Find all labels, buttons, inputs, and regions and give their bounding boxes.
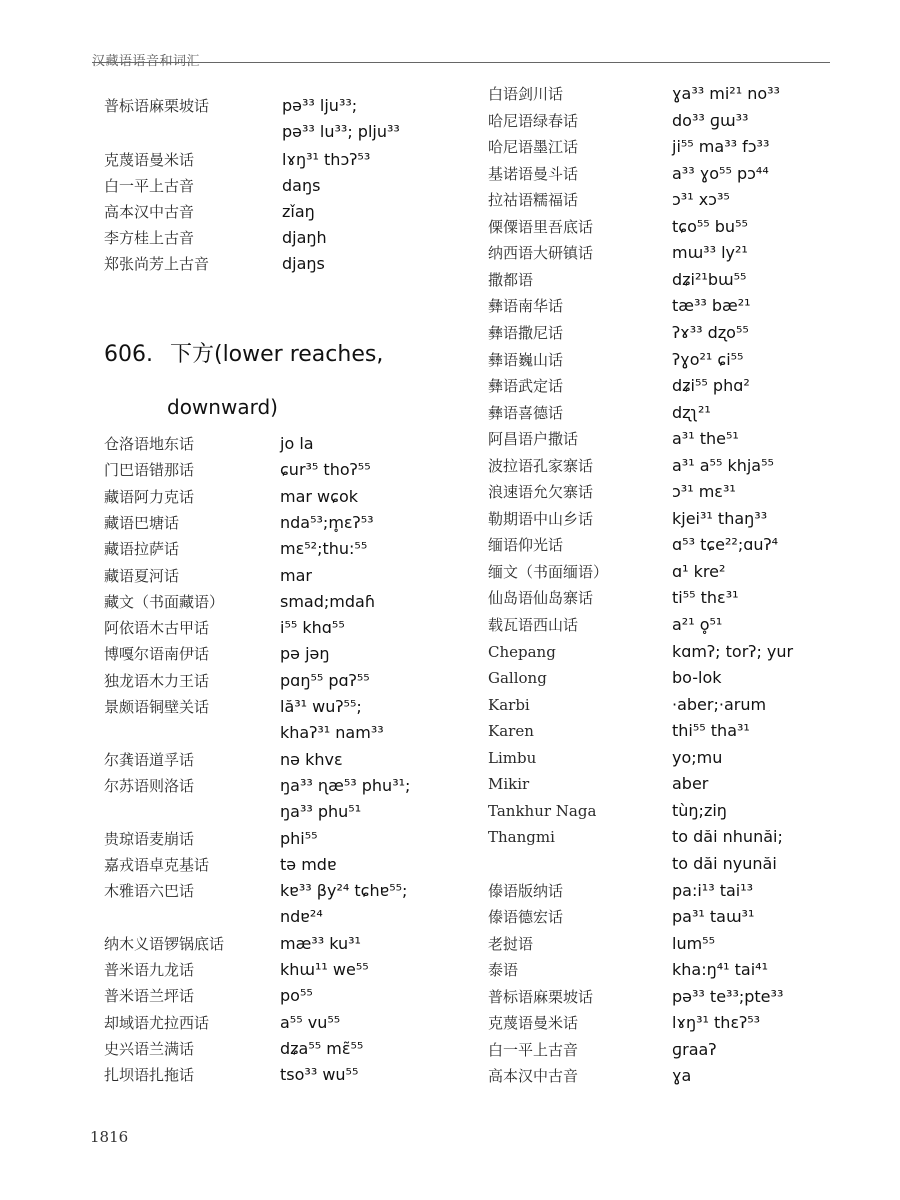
entry-form: a²¹ o̥⁵¹ <box>672 615 723 634</box>
entry-language: 克蔑语曼米话 <box>488 1014 579 1032</box>
entry-language: 景颇语铜壁关话 <box>104 698 210 716</box>
entry-language: 缅语仰光话 <box>488 536 564 554</box>
entry-form: ɣa <box>672 1066 692 1085</box>
entry-form: i⁵⁵ khɑ⁵⁵ <box>280 618 345 637</box>
section-title-line1 <box>104 340 383 370</box>
entry-form: dʑi²¹bɯ⁵⁵ <box>672 270 747 289</box>
entry-language: 白一平上古音 <box>488 1041 579 1059</box>
entry-language: 克蔑语曼米话 <box>104 151 195 169</box>
running-header: 汉藏语语音和词汇 <box>92 54 201 69</box>
entry-language: 扎坝语扎拖话 <box>104 1066 195 1084</box>
entry-form: pə jəŋ <box>280 644 330 663</box>
entry-language: 彝语武定话 <box>488 377 564 395</box>
entry-form: pə³³ lju³³; <box>282 96 358 115</box>
entry-form: a³¹ a⁵⁵ khja⁵⁵ <box>672 456 774 475</box>
entry-language: Tankhur Naga <box>488 802 597 820</box>
entry-form: tæ³³ bæ²¹ <box>672 296 751 315</box>
entry-form: zǐaŋ <box>282 202 315 221</box>
entry-form: mɯ³³ ly²¹ <box>672 243 748 262</box>
entry-language: 纳西语大研镇话 <box>488 244 594 262</box>
entry-language: 普米语兰坪话 <box>104 987 195 1005</box>
entry-language: 白一平上古音 <box>104 177 195 195</box>
entry-language: 李方桂上古音 <box>104 229 195 247</box>
entry-form: lă³¹ wuʔ⁵⁵; <box>280 697 362 716</box>
page-number: 1816 <box>90 1128 129 1146</box>
entry-language: 藏语拉萨话 <box>104 540 180 558</box>
entry-form: lɤŋ³¹ thɔʔ⁵³ <box>282 150 371 169</box>
entry-language: 贵琼语麦崩话 <box>104 830 195 848</box>
entry-language: 阿昌语户撒话 <box>488 430 579 448</box>
entry-language: 彝语巍山话 <box>488 351 564 369</box>
entry-language: 高本汉中古音 <box>104 203 195 221</box>
entry-form: kɐ³³ βy²⁴ tɕhɐ⁵⁵; <box>280 881 408 900</box>
entry-form: dʑa⁵⁵ mɛ̃⁵⁵ <box>280 1039 364 1058</box>
entry-language: 纳木义语锣锅底话 <box>104 935 225 953</box>
entry-language: 普标语麻栗坡话 <box>104 97 210 115</box>
entry-form: ɕur³⁵ thoʔ⁵⁵ <box>280 460 371 479</box>
entry-language: 撒都语 <box>488 271 534 289</box>
entry-form: ɔ³¹ xɔ³⁵ <box>672 190 730 209</box>
entry-language: 白语剑川话 <box>488 85 564 103</box>
entry-form: mɛ⁵²;thu:⁵⁵ <box>280 539 368 558</box>
entry-form: a³³ ɣo⁵⁵ pɔ⁴⁴ <box>672 164 769 183</box>
entry-language: 彝语撒尼话 <box>488 324 564 342</box>
entry-language: 木雅语六巴话 <box>104 882 195 900</box>
entry-language: Chepang <box>488 643 556 661</box>
entry-language: Thangmi <box>488 828 555 846</box>
entry-form: pɑŋ⁵⁵ pɑʔ⁵⁵ <box>280 671 370 690</box>
entry-language: 傣语德宏话 <box>488 908 564 926</box>
entry-form: smad;mdaɦ <box>280 592 375 611</box>
entry-form: lum⁵⁵ <box>672 934 715 953</box>
entry-language: 仓洛语地东话 <box>104 435 195 453</box>
entry-language: 哈尼语绿春话 <box>488 112 579 130</box>
entry-form: ɑ⁵³ tɕe²²;ɑuʔ⁴ <box>672 535 779 554</box>
entry-form: to dăi nhunăi; <box>672 827 783 846</box>
entry-language: 门巴语错那话 <box>104 461 195 479</box>
entry-language: 普标语麻栗坡话 <box>488 988 594 1006</box>
entry-language: 高本汉中古音 <box>488 1067 579 1085</box>
entry-form: pə³³ lu³³; plju³³ <box>282 122 400 141</box>
entry-form: mar wɕok <box>280 487 358 506</box>
entry-language: 独龙语木力王话 <box>104 672 210 690</box>
entry-form: jo la <box>280 434 314 453</box>
entry-form: thi⁵⁵ tha³¹ <box>672 721 750 740</box>
entry-form: pa:i¹³ tai¹³ <box>672 881 754 900</box>
entry-form: dʐʅ²¹ <box>672 403 711 422</box>
entry-language: 仙岛语仙岛寨话 <box>488 589 594 607</box>
entry-form: tɕo⁵⁵ bu⁵⁵ <box>672 217 748 236</box>
entry-form: ʔɤ³³ dʐo⁵⁵ <box>672 323 749 342</box>
entry-form: to dăi nyunăi <box>672 854 777 873</box>
section-title-line2: downward) <box>167 395 278 419</box>
entry-language: 泰语 <box>488 961 519 979</box>
entry-form: pa³¹ taɯ³¹ <box>672 907 755 926</box>
entry-language: Gallong <box>488 669 547 687</box>
entry-form: lɤŋ³¹ thɛʔ⁵³ <box>672 1013 761 1032</box>
entry-form: a⁵⁵ vu⁵⁵ <box>280 1013 341 1032</box>
section-number: 606. <box>104 342 153 367</box>
entry-language: 老挝语 <box>488 935 534 953</box>
entry-language: 基诺语曼斗话 <box>488 165 579 183</box>
entry-form: po⁵⁵ <box>280 986 313 1005</box>
entry-language: 藏文（书面藏语） <box>104 593 225 611</box>
entry-language: 载瓦语西山话 <box>488 616 579 634</box>
entry-form: yo;mu <box>672 748 723 767</box>
entry-form: khaʔ³¹ nam³³ <box>280 723 384 742</box>
entry-form: kɑmʔ; torʔ; yur <box>672 642 794 661</box>
entry-form: ɑ¹ kre² <box>672 562 726 581</box>
entry-language: 嘉戎语卓克基话 <box>104 856 210 874</box>
entry-form: dʑi⁵⁵ phɑ² <box>672 376 750 395</box>
entry-language: 尔龚语道孚话 <box>104 751 195 769</box>
entry-language: 却域语尤拉西话 <box>104 1014 210 1032</box>
entry-language: 博嘎尔语南伊话 <box>104 645 210 663</box>
entry-form: ɔ³¹ mɛ³¹ <box>672 482 736 501</box>
entry-form: do³³ ɡɯ³³ <box>672 111 749 130</box>
entry-language: 波拉语孔家寨话 <box>488 457 594 475</box>
entry-form: ʔɣo²¹ ɕi⁵⁵ <box>672 350 744 369</box>
entry-form: mæ³³ ku³¹ <box>280 934 361 953</box>
entry-language: 傈僳语里吾底话 <box>488 218 594 236</box>
entry-language: 勒期语中山乡话 <box>488 510 594 528</box>
entry-language: Limbu <box>488 749 537 767</box>
entry-form: djaŋs <box>282 254 325 273</box>
entry-language: 史兴语兰满话 <box>104 1040 195 1058</box>
entry-language: 藏语夏河话 <box>104 567 180 585</box>
entry-language: 浪速语允欠寨话 <box>488 483 594 501</box>
entry-form: tùŋ;ziŋ <box>672 801 727 820</box>
entry-language: 普米语九龙话 <box>104 961 195 979</box>
entry-form: ti⁵⁵ thɛ³¹ <box>672 588 739 607</box>
header-rule <box>92 62 830 63</box>
entry-language: 缅文（书面缅语） <box>488 563 609 581</box>
entry-language: 哈尼语墨江话 <box>488 138 579 156</box>
entry-form: tso³³ wu⁵⁵ <box>280 1065 359 1084</box>
entry-form: ·aber;·arum <box>672 695 767 714</box>
entry-form: daŋs <box>282 176 321 195</box>
entry-form: kha:ŋ⁴¹ tai⁴¹ <box>672 960 769 979</box>
entry-language: 尔苏语则洛话 <box>104 777 195 795</box>
entry-language: 阿依语木古甲话 <box>104 619 210 637</box>
entry-language: Karen <box>488 722 534 740</box>
entry-form: phi⁵⁵ <box>280 829 318 848</box>
entry-form: khɯ¹¹ we⁵⁵ <box>280 960 369 979</box>
entry-form: tə mdɐ <box>280 855 337 874</box>
entry-language: 藏语巴塘话 <box>104 514 180 532</box>
entry-form: kjei³¹ thaŋ³³ <box>672 509 768 528</box>
entry-language: 藏语阿力克话 <box>104 488 195 506</box>
entry-form: ndɐ²⁴ <box>280 907 323 926</box>
entry-form: pə³³ te³³;pte³³ <box>672 987 784 1006</box>
entry-language: 拉祜语糯福话 <box>488 191 579 209</box>
entry-form: mar <box>280 566 312 585</box>
entry-language: 郑张尚芳上古音 <box>104 255 210 273</box>
entry-form: a³¹ the⁵¹ <box>672 429 739 448</box>
entry-form: ɣa³³ mi²¹ no³³ <box>672 84 780 103</box>
entry-language: Mikir <box>488 775 530 793</box>
entry-form: bo-lok <box>672 668 722 687</box>
entry-language: 彝语喜德话 <box>488 404 564 422</box>
entry-form: nda⁵³;m̥ɛʔ⁵³ <box>280 513 374 532</box>
entry-language: Karbi <box>488 696 530 714</box>
entry-form: djaŋh <box>282 228 327 247</box>
entry-language: 傣语版纳话 <box>488 882 564 900</box>
entry-form: aber <box>672 774 709 793</box>
entry-language: 彝语南华话 <box>488 297 564 315</box>
entry-form: ŋa³³ phu⁵¹ <box>280 802 362 821</box>
entry-form: ɡraaʔ <box>672 1040 717 1059</box>
section-title-text: 下方(lower reaches, <box>169 342 384 367</box>
entry-form: ŋa³³ ɳæ⁵³ phu³¹; <box>280 776 411 795</box>
entry-form: ji⁵⁵ ma³³ fɔ³³ <box>672 137 770 156</box>
entry-form: nə khvɛ <box>280 750 343 769</box>
